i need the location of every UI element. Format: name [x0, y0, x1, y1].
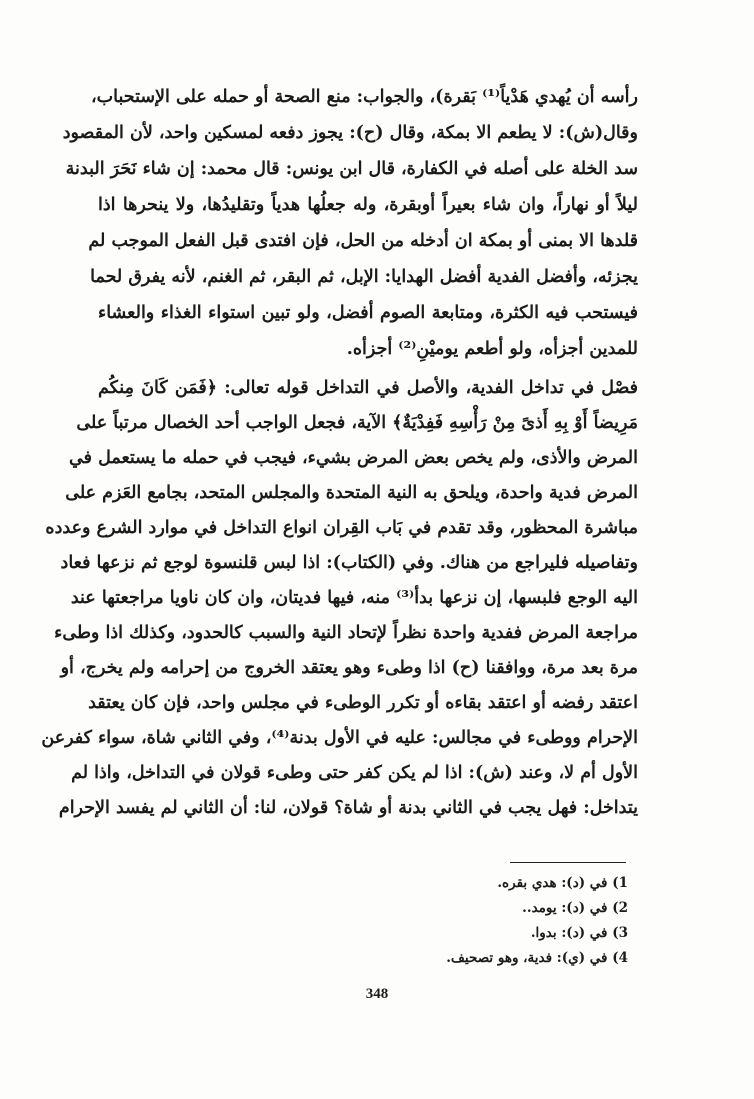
text-line: اليه الوجع فلبسها، إن نزعها بدأ⁽³⁾ منه، فيها فديتان، وان كان ناويا مراجعتها عند: [70, 588, 638, 608]
text-line: الإحرام ووطىء في مجالس: عليه في الأول بدنة⁽⁴⁾، وفي الثاني شاة، سواء كفرعن: [41, 728, 638, 748]
text-line: سد الخلة على أصله في الكفارة، قال ابن يونس: قال محمد: إن شاء نَحَرَ البدنة: [65, 159, 638, 179]
text-line: مباشرة المحظور، وقد تقدم في بَاب القِران انواع التداخل في موارد الشرع وعدده: [45, 518, 638, 538]
text-line: فصْل في تداخل الفدية، والأصل في التداخل قوله تعالى: ﴿فَمَن كَانَ مِنكُم: [98, 378, 638, 398]
text-line: المرض والأذى، ولم يخص بعض المرض بشيء، فيجب في حمله ما يستعمل في: [69, 448, 638, 468]
page-number: 348: [365, 986, 389, 1002]
text-line: اعتقد رفضه أو اعتقد بقاءه أو تكرر الوطىء في مجلس واحد، فإن كان يعتقد: [88, 693, 638, 713]
text-line: للمدين أجزأه، ولو أطعم يوميْنِ⁽²⁾ أجزأه.: [346, 339, 638, 359]
footnote-1: 1) في (د): هدي بقره.: [497, 875, 628, 891]
text-line: وتفاصيله فليراجع من هناك. وفي (الكتاب): اذا لبس قلنسوة لوجع ثم نزعها فعاد: [60, 553, 638, 573]
footnote-separator: [510, 862, 626, 863]
text-line: يتداخل: فهل يجب في الثاني بدنة أو شاة؟ قولان، لنا: أن الثاني لم يفسد الإحرام: [58, 798, 638, 818]
text-line: يجزئه، وأفضل الفدية أفضل الهدايا: الإبل، ثم البقر، ثم الغنم، لأنه يفرق لحما: [90, 267, 638, 287]
text-line: مَرِيضاً أَوْ بِهِ أَذىً مِنْ رَأْسِهِ فَفِدْيَةٌ﴾ الآية، فجعل الواجب أحد الخصال مرتباً على: [76, 413, 638, 433]
text-line: رأسه أن يُهدي هَدْياً⁽¹⁾ بَقرة)، والجواب: منع الصحة أو حمله على الإستحباب،: [91, 87, 638, 107]
text-line: مراجعة المرض ففدية واحدة نظراً لإتحاد النية والسبب كالحدود، وكذلك اذا وطىء: [54, 623, 638, 643]
text-line: مرة بعد مرة، ووافقنا (ح) اذا وطىء وهو يعتقد الخروج من إحرامه ولم يخرج، أو: [60, 658, 638, 678]
text-line: المرض فدية واحدة، ويلحق به النية المتحدة والمجلس المتحد، بجامع العَزم على: [65, 483, 638, 503]
footnote-3: 3) في (د): بدوا.: [530, 925, 628, 941]
text-line: فيستحب فيه الكثرة، ومتابعة الصوم أفضل، ولو تبين استواء الغذاء والعشاء: [98, 303, 638, 323]
text-line: وقال(ش): لا يطعم الا بمكة، وقال (ح): يجوز دفعه لمسكين واحد، لأن المقصود: [62, 123, 638, 143]
text-line: قلدها الا بمنى أو بمكة ان أدخله من الحل، فإن افتدى قبل الفعل الموجب لم: [88, 231, 638, 251]
footnote-4: 4) في (ي): فدية، وهو تصحيف.: [446, 950, 628, 966]
text-line: الأول أم لا، وعند (ش): اذا لم يكن كفر حتى وطىء قولان في التداخل، واذا لم: [71, 763, 638, 783]
text-line: ليلاً أو نهاراً، وان شاء بعيراً أوبقرة، وله جعلُها هدياً وتقليدُها، ولا ينحرها اذا: [98, 195, 638, 215]
footnote-2: 2) في (د): يومد..: [522, 900, 628, 916]
